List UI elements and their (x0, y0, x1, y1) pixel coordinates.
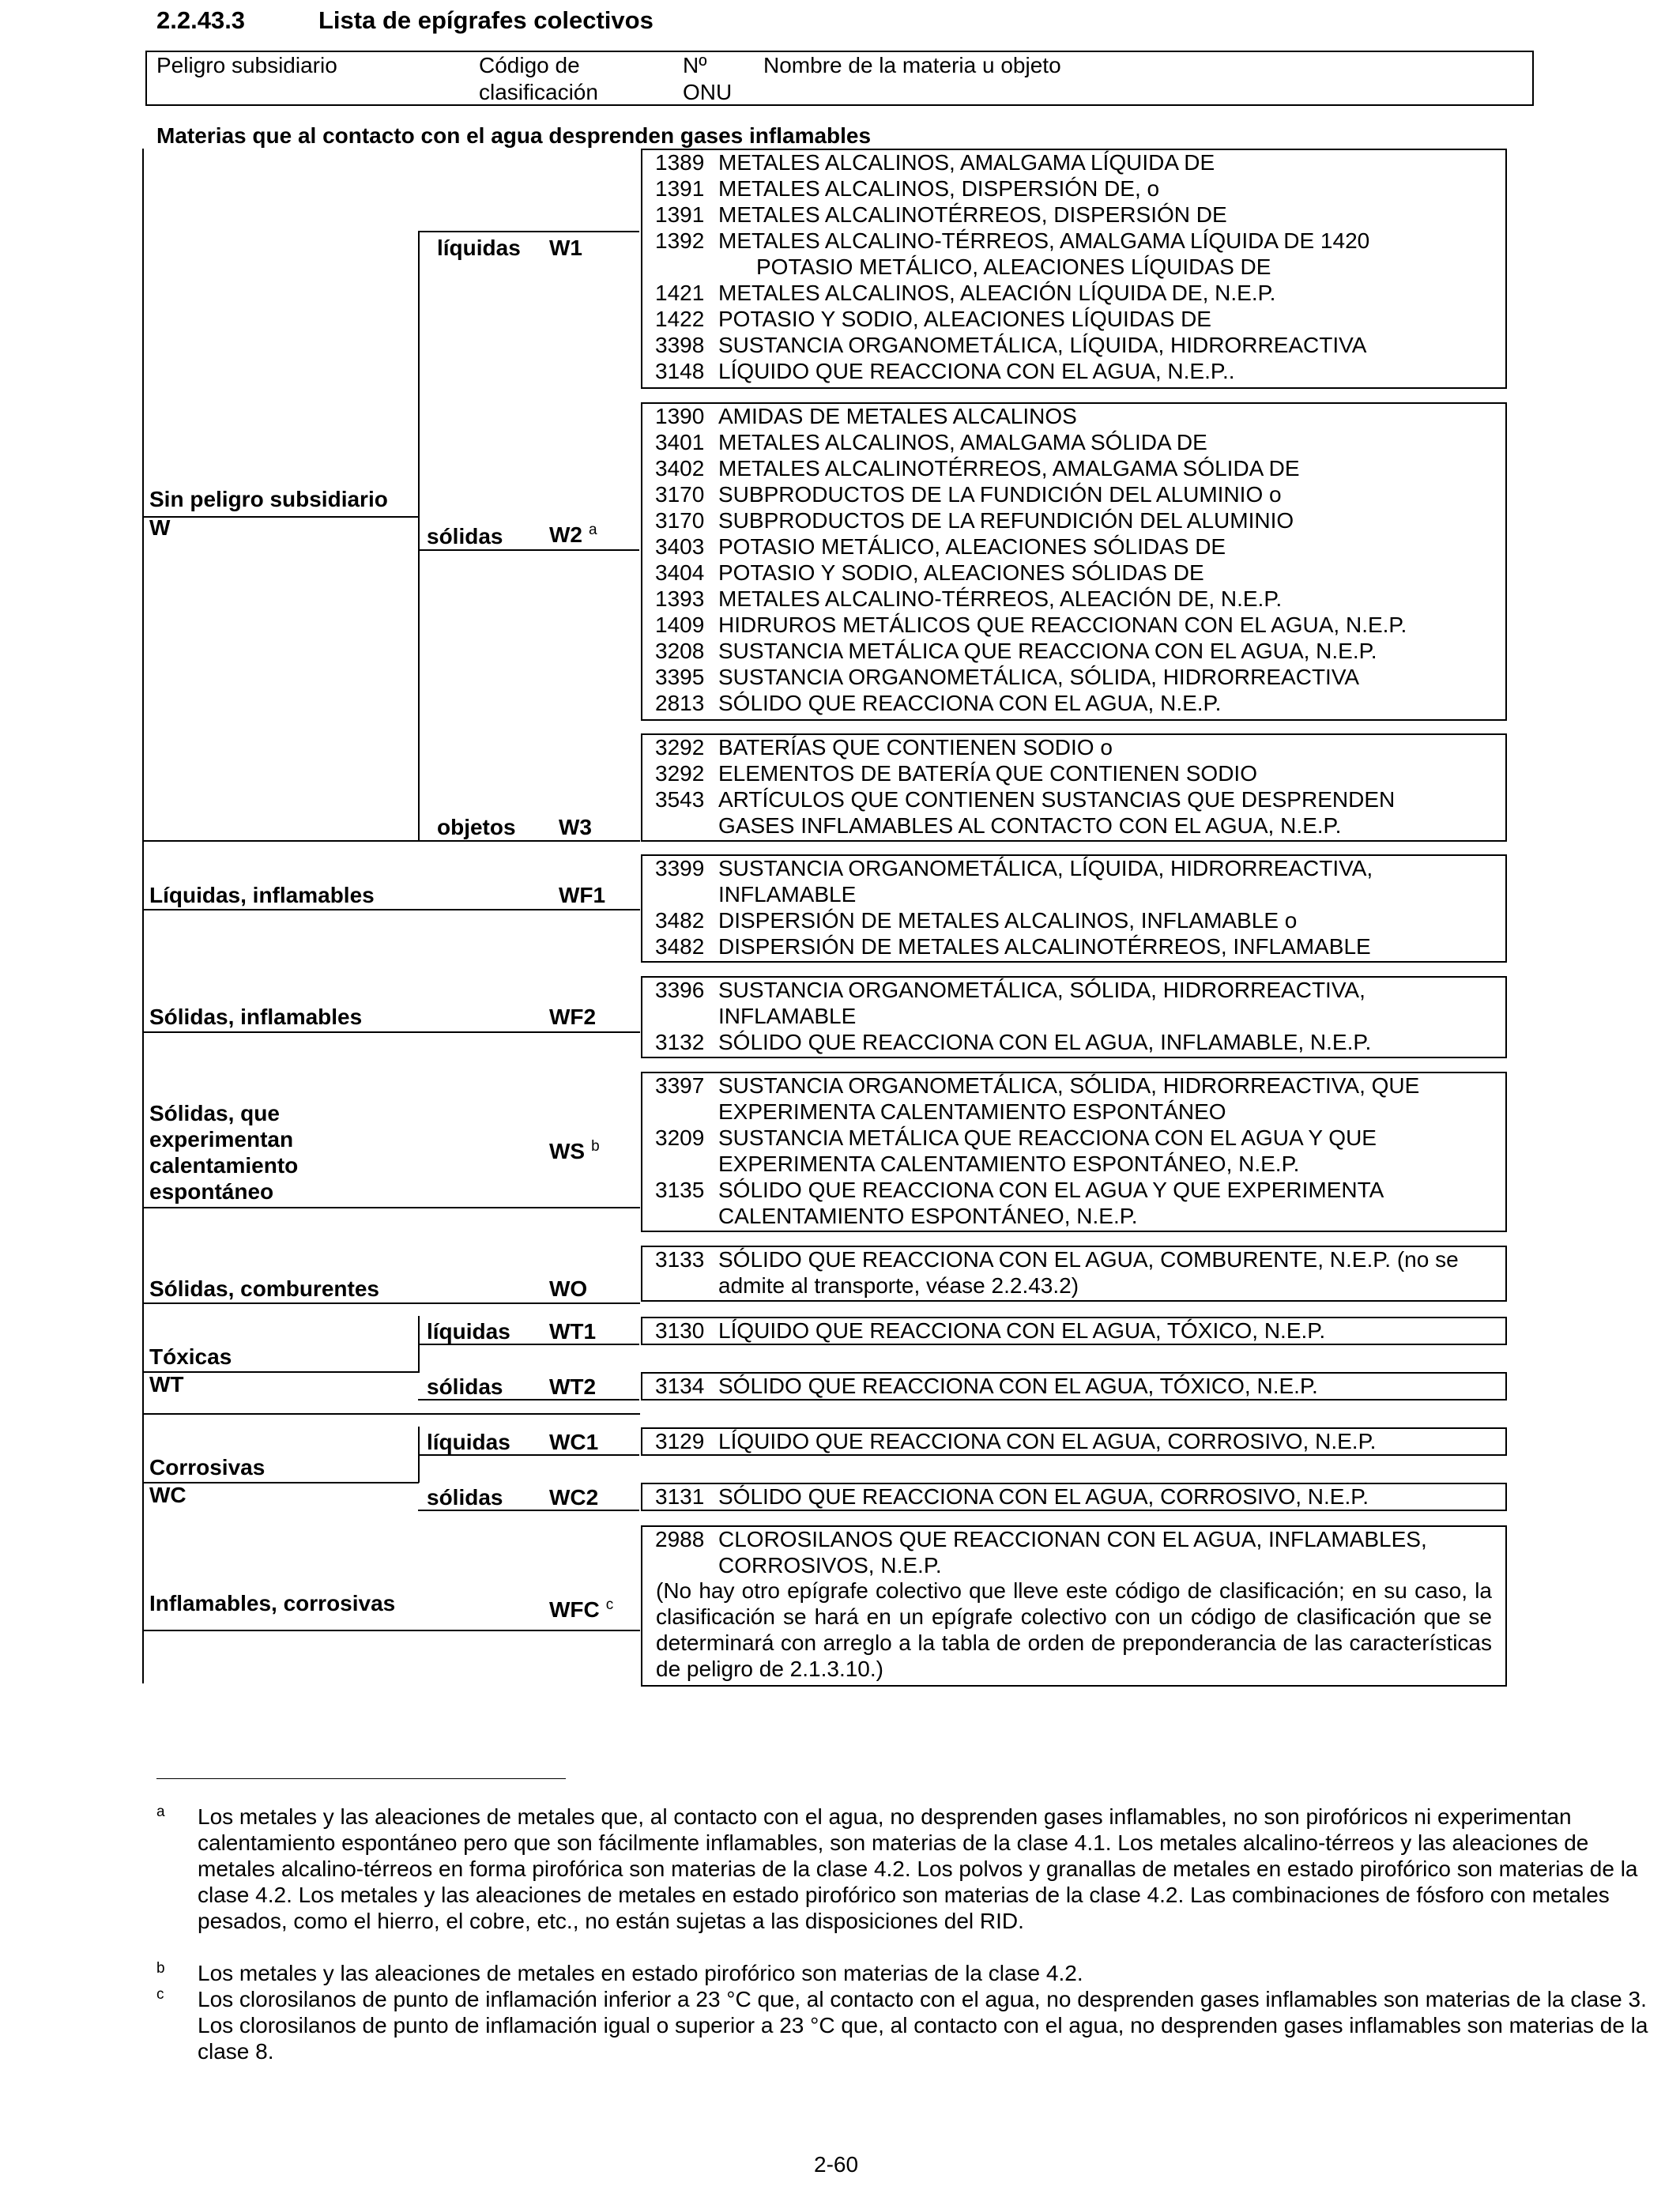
substance-name: POTASIO METÁLICO, ALEACIONES SÓLIDAS DE (718, 534, 1226, 559)
un-number: 3292 (655, 761, 705, 786)
cat-inflamables-corrosivas: Inflamables, corrosivas (149, 1591, 396, 1615)
code-wt1: WT1 (549, 1319, 597, 1344)
substance-name: METALES ALCALINOS, AMALGAMA LÍQUIDA DE (718, 150, 1215, 175)
substance-name: AMIDAS DE METALES ALCALINOS (718, 404, 1077, 428)
code-ws: WS $^b$ (549, 1138, 600, 1163)
substance-name: METALES ALCALINOS, ALEACIÓN LÍQUIDA DE, N.E.P. (718, 281, 1276, 305)
entry-line (655, 881, 856, 907)
entry-line (655, 306, 1211, 332)
entry-line (655, 332, 1366, 358)
un-number: 3148 (655, 359, 705, 383)
substance-name: HIDRUROS METÁLICOS QUE REACCIONAN CON EL AGUA, N.E.P. (718, 613, 1407, 637)
entry-line (655, 1099, 1226, 1125)
un-number: 3129 (655, 1429, 705, 1453)
entry-line (655, 1552, 942, 1578)
header-no-line2: ONU (683, 80, 733, 104)
footnote-text: Los metales y las aleaciones de metales en estado pirofórico son materias de la clase 4.2. (198, 1961, 1083, 1985)
group-title: Materias que al contacto con el agua desprenden gases inflamables (156, 123, 872, 148)
un-number: 2813 (655, 691, 705, 715)
un-number: 3132 (655, 1030, 705, 1054)
header-no-line1: Nº (683, 53, 707, 77)
entry-line (655, 455, 1300, 481)
tree-line (418, 549, 639, 551)
un-number: 3292 (655, 735, 705, 760)
entry-line (655, 855, 1373, 881)
cat-toxicas: Tóxicas (149, 1344, 232, 1369)
entry-line (655, 612, 1407, 638)
tree-line (142, 1413, 640, 1415)
tree-line (142, 1630, 640, 1631)
footnote-mark: a (156, 1804, 165, 1820)
un-number: 1390 (655, 404, 705, 428)
tree-w-line (418, 231, 420, 841)
un-number: 3543 (655, 787, 705, 812)
entry-line (655, 228, 1369, 254)
entry-line (655, 1373, 1318, 1399)
entry-line (655, 734, 1113, 760)
substance-name: METALES ALCALINO-TÉRREOS, ALEACIÓN DE, N.E.P. (718, 586, 1283, 611)
code-wt2: WT2 (549, 1374, 597, 1399)
substance-name: METALES ALCALINOS, AMALGAMA SÓLIDA DE (718, 430, 1207, 454)
entry-line (655, 481, 1282, 507)
tree-line (142, 1207, 640, 1208)
un-number: 3401 (655, 430, 705, 454)
section-number: 2.2.43.3 (156, 6, 246, 34)
entry-line (655, 149, 1215, 175)
cat-liquidas-inflamables: Líquidas, inflamables (149, 883, 375, 907)
code-wf1: WF1 (559, 883, 606, 907)
un-number: 1421 (655, 281, 705, 305)
subcat-objetos: objetos (437, 815, 516, 839)
un-number: 3482 (655, 934, 705, 959)
entry-line (655, 1203, 1138, 1229)
entry-line (655, 560, 1204, 586)
entry-line (655, 977, 1365, 1003)
substance-name: SUSTANCIA ORGANOMETÁLICA, LÍQUIDA, HIDRORREACTIVA (718, 333, 1367, 357)
substance-name: SUSTANCIA ORGANOMETÁLICA, SÓLIDA, HIDRORREACTIVA, (718, 978, 1365, 1002)
header-codigo-line1: Código de (479, 53, 580, 77)
entry-line (655, 1526, 1427, 1552)
substance-name: EXPERIMENTA CALENTAMIENTO ESPONTÁNEO, N.E.P. (718, 1152, 1300, 1176)
subcat-liquidas-wt: líquidas (427, 1319, 510, 1344)
un-number: 1393 (655, 586, 705, 611)
tree-line (142, 1031, 640, 1033)
substance-name: LÍQUIDO QUE REACCIONA CON EL AGUA, TÓXICO, N.E.P. (718, 1318, 1326, 1343)
entry-line (655, 586, 1282, 612)
cat-corrosivas: Corrosivas (149, 1455, 266, 1480)
entry-line (655, 933, 1371, 959)
un-number: 3482 (655, 908, 705, 933)
entry-line (655, 1125, 1377, 1151)
entry-line (655, 786, 1395, 812)
tree-line (142, 840, 640, 842)
entry-line (655, 254, 1271, 280)
tree-line (142, 909, 640, 910)
un-number: 3404 (655, 560, 705, 585)
substance-name: ELEMENTOS DE BATERÍA QUE CONTIENEN SODIO (718, 761, 1257, 786)
substance-name: SUBPRODUCTOS DE LA REFUNDICIÓN DEL ALUMINIO (718, 508, 1294, 533)
un-number: 3403 (655, 534, 705, 559)
footnote-text: Los clorosilanos de punto de inflamación inferior a 23 °C que, al contacto con el agua, no desprenden gases inflamables son materias de la clase 3. Los clorosilanos de punto de inflamación igual o superior a 23 °C que, al contacto con el agua, no desprenden gases inflamables son materias de la clase 8. (198, 1987, 1648, 2064)
un-number: 3134 (655, 1374, 705, 1398)
cat-autocalent-1: Sólidas, que (149, 1101, 280, 1125)
substance-name: CLOROSILANOS QUE REACCIONAN CON EL AGUA, INFLAMABLES, (718, 1527, 1427, 1551)
substance-name: SUSTANCIA ORGANOMETÁLICA, LÍQUIDA, HIDRORREACTIVA, (718, 856, 1373, 880)
un-number: 3135 (655, 1178, 705, 1202)
substance-name: SUSTANCIA ORGANOMETÁLICA, SÓLIDA, HIDRORREACTIVA (718, 665, 1360, 689)
entry-line (655, 1151, 1299, 1177)
substance-name: SUBPRODUCTOS DE LA FUNDICIÓN DEL ALUMINIO o (718, 482, 1282, 507)
un-number: 3399 (655, 856, 705, 880)
wfc-note: (No hay otro epígrafe colectivo que lleve este código de clasificación; en su caso, la clasificación se hará en un epígrafe colectivo con un código de clasificación que se determinará con arreglo a la tabla de orden de preponderancia de las características de peligro de 2.1.3.10.) (656, 1578, 1492, 1681)
subcat-liquidas-wc: líquidas (427, 1430, 510, 1454)
code-w1: W1 (549, 236, 582, 260)
substance-name: SUSTANCIA METÁLICA QUE REACCIONA CON EL AGUA Y QUE (718, 1125, 1377, 1150)
substance-name: SÓLIDO QUE REACCIONA CON EL AGUA, TÓXICO, N.E.P. (718, 1374, 1318, 1398)
entry-line (655, 429, 1207, 455)
code-wo: WO (549, 1276, 588, 1301)
entry-line (655, 1003, 856, 1029)
entry-line (655, 280, 1275, 306)
substance-name: SÓLIDO QUE REACCIONA CON EL AGUA, INFLAMABLE, N.E.P. (718, 1030, 1372, 1054)
cat-toxicas-code: WT (149, 1372, 184, 1397)
footnote-mark: b (156, 1960, 165, 1977)
un-number: 2988 (655, 1527, 705, 1551)
entry-line (655, 403, 1077, 429)
substance-name: LÍQUIDO QUE REACCIONA CON EL AGUA, CORROSIVO, N.E.P. (718, 1429, 1377, 1453)
footnote-text: Los metales y las aleaciones de metales que, al contacto con el agua, no desprenden gases inflamables, no son pirofóricos ni experimentan calentamiento espontáneo pero que son fácilmente inflamables, son materias de la clase 4.1. Los metales alcalino-térreos y las aleaciones de metales alcalino-térreos en forma pirofórica son materias de la clase 4.2. Los polvos y granallas de metales en estado pirofórico son materias de la clase 4.2. Los metales y las aleaciones de metales en estado pirofórico son materias de la clase 4.2. Las combinaciones de fósforo con metales pesados, como el hierro, el cobre, etc., no están sujetas a las disposiciones del RID. (198, 1804, 1638, 1933)
un-number: 1391 (655, 202, 705, 227)
substance-name: SUSTANCIA METÁLICA QUE REACCIONA CON EL AGUA, N.E.P. (718, 639, 1377, 663)
cat-sin-peligro-code: W (149, 515, 171, 540)
entry-line (655, 175, 1159, 202)
substance-name: INFLAMABLE (718, 1004, 857, 1028)
cat-corrosivas-code: WC (149, 1483, 186, 1507)
entry-line (655, 760, 1257, 786)
entry-line (655, 1246, 1459, 1272)
un-number: 3208 (655, 639, 705, 663)
substance-name: METALES ALCALINO-TÉRREOS, AMALGAMA LÍQUIDA DE 1420 (718, 228, 1370, 253)
tree-line (142, 1302, 640, 1304)
footnote-mark-c: c (605, 1596, 614, 1613)
cat-autocalent-3: calentamiento (149, 1153, 299, 1178)
substance-name: INFLAMABLE (718, 882, 857, 907)
tree-line (142, 516, 419, 518)
substance-name: CORROSIVOS, N.E.P. (718, 1553, 942, 1578)
un-number: 1389 (655, 150, 705, 175)
un-number: 3395 (655, 665, 705, 689)
un-number: 1409 (655, 613, 705, 637)
entry-line (655, 358, 1235, 384)
entry-line (655, 1483, 1369, 1510)
tree-line (418, 231, 639, 232)
subcat-solidas-wt: sólidas (427, 1374, 503, 1399)
substance-name: DISPERSIÓN DE METALES ALCALINOS, INFLAMABLE o (718, 908, 1298, 933)
un-number: 3209 (655, 1125, 705, 1150)
code-w2: W2 $^a$ (549, 522, 597, 547)
footnote-mark-a: a (589, 522, 597, 538)
substance-name: POTASIO METÁLICO, ALEACIONES LÍQUIDAS DE (756, 254, 1271, 279)
substance-name: GASES INFLAMABLES AL CONTACTO CON EL AGUA, N.E.P. (718, 813, 1342, 838)
cat-autocalent-4: espontáneo (149, 1179, 274, 1204)
un-number: 3398 (655, 333, 705, 357)
entry-line (655, 1177, 1384, 1203)
un-number: 3131 (655, 1484, 705, 1509)
un-number: 3170 (655, 482, 705, 507)
entry-line (655, 1272, 1079, 1299)
entry-line (655, 1428, 1376, 1454)
substance-name: SÓLIDO QUE REACCIONA CON EL AGUA, N.E.P. (718, 691, 1222, 715)
tree-main-line (142, 149, 144, 1683)
substance-name: SUSTANCIA ORGANOMETÁLICA, SÓLIDA, HIDRORREACTIVA, QUE (718, 1073, 1420, 1098)
substance-name: METALES ALCALINOTÉRREOS, DISPERSIÓN DE (718, 202, 1227, 227)
subcat-solidas-wc: sólidas (427, 1485, 503, 1510)
substance-name: POTASIO Y SODIO, ALEACIONES LÍQUIDAS DE (718, 307, 1211, 331)
un-number: 3396 (655, 978, 705, 1002)
entry-line (655, 202, 1227, 228)
substance-name: SÓLIDO QUE REACCIONA CON EL AGUA Y QUE EXPERIMENTA (718, 1178, 1384, 1202)
un-number: 1392 (655, 228, 705, 253)
un-number: 3397 (655, 1073, 705, 1098)
un-number: 1422 (655, 307, 705, 331)
entry-line (655, 638, 1377, 664)
code-wc1: WC1 (549, 1430, 599, 1454)
substance-name: ARTÍCULOS QUE CONTIENEN SUSTANCIAS QUE DESPRENDEN (718, 787, 1396, 812)
substance-name: SÓLIDO QUE REACCIONA CON EL AGUA, COMBURENTE, N.E.P. (no se (718, 1247, 1459, 1272)
page-number: 2-60 (814, 2152, 859, 2177)
subcat-solidas: sólidas (427, 524, 503, 548)
substance-name: POTASIO Y SODIO, ALEACIONES SÓLIDAS DE (718, 560, 1204, 585)
entry-line (655, 507, 1294, 533)
substance-name: EXPERIMENTA CALENTAMIENTO ESPONTÁNEO (718, 1099, 1226, 1124)
code-wfc: WFC $^c$ (549, 1596, 614, 1622)
substance-name: METALES ALCALINOTÉRREOS, AMALGAMA SÓLIDA DE (718, 456, 1300, 481)
footnote-separator (156, 1778, 566, 1779)
cat-autocalent-2: experimentan (149, 1127, 294, 1152)
section-title: Lista de epígrafes colectivos (318, 6, 654, 34)
substance-name: LÍQUIDO QUE REACCIONA CON EL AGUA, N.E.P.. (718, 359, 1235, 383)
entry-line (655, 812, 1341, 839)
header-nombre: Nombre de la materia u objeto (763, 53, 1061, 77)
substance-name: DISPERSIÓN DE METALES ALCALINOTÉRREOS, INFLAMABLE (718, 934, 1371, 959)
substance-name: admite al transporte, véase 2.2.43.2) (718, 1273, 1079, 1298)
entry-line (655, 533, 1226, 560)
code-w3: W3 (559, 815, 592, 839)
cat-sin-peligro: Sin peligro subsidiario (149, 487, 388, 511)
substance-name: BATERÍAS QUE CONTIENEN SODIO o (718, 735, 1113, 760)
footnote-mark-b: b (591, 1138, 600, 1155)
entry-line (655, 690, 1221, 716)
entry-line (655, 907, 1297, 933)
code-wc2: WC2 (549, 1485, 599, 1510)
footnote-mark: c (156, 1986, 164, 2003)
substance-name: CALENTAMIENTO ESPONTÁNEO, N.E.P. (718, 1204, 1138, 1228)
cat-comburentes: Sólidas, comburentes (149, 1276, 379, 1301)
un-number: 1391 (655, 176, 705, 201)
un-number: 3170 (655, 508, 705, 533)
un-number: 3402 (655, 456, 705, 481)
substance-name: SÓLIDO QUE REACCIONA CON EL AGUA, CORROSIVO, N.E.P. (718, 1484, 1369, 1509)
header-peligro: Peligro subsidiario (156, 53, 337, 77)
cat-solidas-inflamables: Sólidas, inflamables (149, 1005, 363, 1029)
un-number: 3130 (655, 1318, 705, 1343)
entry-line (655, 1318, 1325, 1344)
code-wf2: WF2 (549, 1005, 597, 1029)
un-number: 3133 (655, 1247, 705, 1272)
entry-line (655, 1029, 1371, 1055)
subcat-liquidas: líquidas (437, 236, 521, 260)
entry-line (655, 1072, 1419, 1099)
substance-name: METALES ALCALINOS, DISPERSIÓN DE, o (718, 176, 1160, 201)
entry-line (655, 664, 1359, 690)
header-codigo-line2: clasificación (479, 80, 598, 104)
